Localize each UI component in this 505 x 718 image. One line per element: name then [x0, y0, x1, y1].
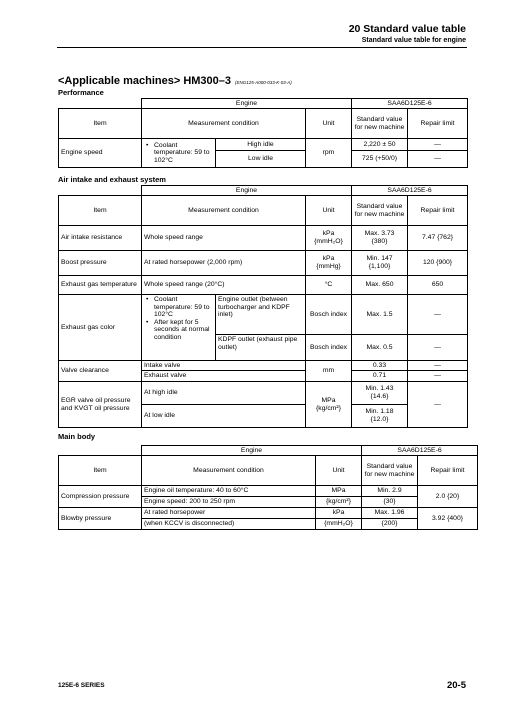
unit-kgcm2: {kg/cm²} — [316, 404, 341, 412]
col-item: Item — [59, 456, 142, 486]
condition-kdpf-outlet: KDPF outlet (exhaust pipe outlet) — [216, 335, 306, 361]
applicable-machines — [58, 71, 292, 89]
standard-value: Max. 0.5 — [352, 335, 408, 361]
high-idle-label: High idle — [216, 139, 306, 151]
col-condition: Measurement condition — [142, 109, 306, 139]
unit-celsius: °C — [306, 276, 352, 295]
col-repair: Repair limit — [408, 109, 468, 139]
unit-mpa: MPa — [316, 486, 362, 497]
unit-kpa: kPa — [322, 255, 335, 263]
condition-coolant: • Coolant temperature: 59 to 102°C — [154, 296, 213, 319]
table-row — [59, 251, 468, 276]
condition-engine-outlet: Engine outlet (between turbocharger and KDPF inlet) — [216, 295, 306, 335]
condition-high-idle: At high idle — [142, 382, 306, 405]
table-row — [59, 446, 478, 456]
std-min: Min. 1.18 — [365, 408, 394, 416]
document-code: (ENG125-A000-033-K-03-A) — [235, 80, 292, 85]
item-engine-speed: Engine speed — [59, 139, 142, 168]
std-min: Min. 147 — [366, 255, 393, 263]
repair-value: 2.0 {20} — [418, 486, 478, 508]
std-min: Min. 2.9 — [362, 486, 418, 497]
condition-whole-speed: Whole speed range — [142, 226, 306, 251]
page-number: 20-5 — [446, 680, 466, 691]
col-condition: Measurement condition — [142, 456, 316, 486]
col-unit: Unit — [316, 456, 362, 486]
table-row — [59, 361, 468, 371]
condition-kept: • After kept for 5 seconds at normal condition — [154, 319, 213, 342]
table-row — [59, 139, 468, 151]
table-header-row — [59, 196, 468, 226]
repair-value: — — [408, 335, 468, 361]
repair-value: 3.92 {400} — [418, 508, 478, 530]
condition-coolant: • Coolant temperature: 59 to 102°C — [154, 142, 213, 165]
table-row — [59, 295, 468, 335]
engine-label: Engine — [142, 186, 352, 196]
engine-model: SAA6D125E-6 — [352, 99, 468, 109]
table-header-row — [59, 109, 468, 139]
table-row — [59, 486, 478, 497]
unit-rpm: rpm — [306, 139, 352, 168]
engine-label: Engine — [142, 99, 352, 109]
col-repair: Repair limit — [418, 456, 478, 486]
std-min: Min. 1.43 — [365, 385, 394, 393]
air-intake-table — [58, 185, 468, 428]
repair-value: 7.47 {762} — [408, 226, 468, 251]
unit-kgcm2: {kg/cm²} — [316, 497, 362, 508]
repair-value: — — [408, 361, 468, 371]
col-unit: Unit — [306, 196, 352, 226]
standard-value: Max. 1.5 — [352, 295, 408, 335]
col-standard: Standard value for new machine — [362, 456, 418, 486]
low-idle-standard: 725 (+50/0) — [352, 151, 408, 168]
table-row — [59, 186, 468, 196]
high-idle-standard: 2,220 ± 50 — [352, 139, 408, 151]
section-subtitle: Standard value table for engine — [361, 37, 466, 44]
engine-model: SAA6D125E-6 — [362, 446, 478, 456]
unit-mmh2o: {mmH₂O} — [314, 238, 343, 245]
unit-kpa: kPa — [322, 230, 335, 238]
table-row — [59, 508, 478, 519]
std-braced: {200} — [362, 519, 418, 530]
item-exhaust-color: Exhaust gas color — [59, 295, 142, 361]
page-header — [349, 23, 466, 45]
condition-rated-hp: At rated horsepower — [142, 508, 316, 519]
table-header-row — [59, 456, 478, 486]
item-exhaust-temp: Exhaust gas temperature — [59, 276, 142, 295]
condition-kccv: (when KCCV is disconnected) — [142, 519, 316, 530]
unit-kpa: kPa — [316, 508, 362, 519]
footer-series: 125E-6 SERIES — [58, 682, 105, 689]
low-idle-repair: — — [408, 151, 468, 168]
unit-mmhg: {mmHg} — [316, 263, 341, 270]
applicable-title: <Applicable machines> HM300–3 — [58, 75, 232, 87]
standard-value: 0.71 — [352, 371, 408, 382]
high-idle-repair: — — [408, 139, 468, 151]
col-repair: Repair limit — [408, 196, 468, 226]
condition-exhaust-valve: Exhaust valve — [142, 371, 306, 382]
main-body-table — [58, 445, 478, 530]
table-row — [59, 226, 468, 251]
item-air-intake: Air intake resistance — [59, 226, 142, 251]
condition-rated-hp: At rated horsepower (2,000 rpm) — [142, 251, 306, 276]
std-max: Max. 1.96 — [362, 508, 418, 519]
col-standard: Standard value for new machine — [352, 109, 408, 139]
condition-intake-valve: Intake valve — [142, 361, 306, 371]
repair-value: — — [408, 371, 468, 382]
repair-value: 650 — [408, 276, 468, 295]
item-blowby: Blowby pressure — [59, 508, 142, 530]
std-braced: {380} — [371, 238, 388, 245]
repair-value: — — [408, 382, 468, 428]
section-performance: Performance — [58, 88, 104, 97]
standard-value: 0.33 — [352, 361, 408, 371]
unit-bosch-index: Bosch index — [306, 295, 352, 335]
std-braced: {14.6} — [370, 393, 389, 400]
std-max: Max. 3.73 — [364, 230, 395, 238]
section-air-intake: Air intake and exhaust system — [58, 175, 166, 184]
col-condition: Measurement condition — [142, 196, 306, 226]
header-rule — [57, 47, 467, 48]
condition-whole-speed-20c: Whole speed range (20°C) — [142, 276, 306, 295]
item-compression: Compression pressure — [59, 486, 142, 508]
unit-mmh2o: {mmH₂O} — [316, 519, 362, 530]
std-braced: {12.0} — [370, 416, 389, 423]
repair-value: 120 {900} — [408, 251, 468, 276]
std-braced: {30} — [362, 497, 418, 508]
chapter-title: 20 Standard value table — [348, 23, 466, 35]
unit-mpa: MPa — [321, 396, 336, 404]
item-egr-valve: EGR valve oil pressure and KVGT oil pressure — [59, 382, 142, 428]
repair-value: — — [408, 295, 468, 335]
unit-mm: mm — [306, 361, 352, 382]
col-item: Item — [59, 109, 142, 139]
std-braced: {1,100} — [368, 263, 391, 270]
table-row — [59, 382, 468, 405]
engine-model: SAA6D125E-6 — [352, 186, 468, 196]
condition-engine-speed: Engine speed: 200 to 250 rpm — [142, 497, 316, 508]
performance-table — [58, 98, 468, 168]
table-row — [59, 99, 468, 109]
condition-oil-temp: Engine oil temperature: 40 to 60°C — [142, 486, 316, 497]
item-boost-pressure: Boost pressure — [59, 251, 142, 276]
condition-low-idle: At low idle — [142, 405, 306, 428]
standard-value: Max. 650 — [352, 276, 408, 295]
table-row — [59, 276, 468, 295]
col-unit: Unit — [306, 109, 352, 139]
unit-bosch-index: Bosch index — [306, 335, 352, 361]
low-idle-label: Low idle — [216, 151, 306, 168]
col-item: Item — [59, 196, 142, 226]
col-standard: Standard value for new machine — [352, 196, 408, 226]
engine-label: Engine — [142, 446, 362, 456]
item-valve-clearance: Valve clearance — [59, 361, 142, 382]
section-main-body: Main body — [58, 432, 96, 441]
